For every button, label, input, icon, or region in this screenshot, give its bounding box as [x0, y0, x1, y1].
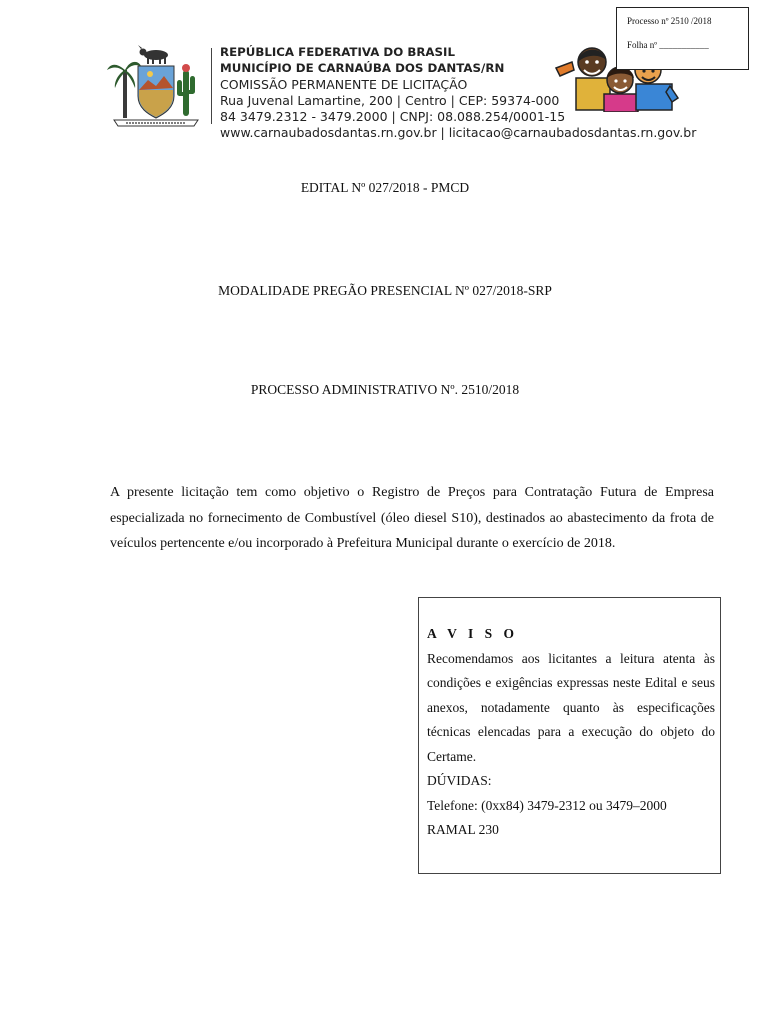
edital-title: EDITAL Nº 027/2018 - PMCD — [300, 180, 470, 195]
header-commission: COMISSÃO PERMANENTE DE LICITAÇÃO — [220, 76, 468, 92]
header-divider — [211, 48, 212, 124]
protocol-stamp — [616, 7, 749, 70]
header-web-email: www.carnaubadosdantas.rn.gov.br | licitacao@carnaubadosdantas.rn.gov.br — [220, 125, 697, 141]
stamp-process-number: Processo nº 2510 /2018 — [627, 16, 712, 26]
municipal-crest-logo — [106, 44, 206, 130]
notice-phone: Telefone: (0xx84) 3479-2312 ou 3479–2000 — [427, 797, 667, 813]
notice-text: Recomendamos aos licitantes a leitura atenta às condições e exigências expressas neste Edital e seus anexos, notadamente quanto às especificações técnicas elencadas para a execução do objeto do Certame. — [427, 650, 715, 764]
notice-box — [418, 597, 721, 874]
header-address: Rua Juvenal Lamartine, 200 | Centro | CEP: 59374-000 — [220, 92, 560, 108]
header-phone-cnpj: 84 3479.2312 - 3479.2000 | CNPJ: 08.088.254/0001-15 — [220, 109, 566, 125]
modalidade-title: MODALIDADE PREGÃO PRESENCIAL Nº 027/2018-SRP — [218, 283, 552, 298]
notice-extension: RAMAL 230 — [427, 822, 499, 837]
header-municipality: MUNICÍPIO DE CARNAÚBA DOS DANTAS/RN — [220, 61, 505, 76]
object-paragraph: A presente licitação tem como objetivo o Registro de Preços para Contratação Futura de Empresa especializada no fornecimento de Combustível (óleo diesel S10), destinados ao abastecimento da frota de veículos pertencente e/ou incorporado à Prefeitura Municipal durante o exercício de 2018. — [110, 485, 714, 552]
header-republic: REPÚBLICA FEDERATIVA DO BRASIL — [220, 45, 455, 59]
processo-title: PROCESSO ADMINISTRATIVO Nº. 2510/2018 — [250, 382, 520, 397]
stamp-folha: Folha nº ___________ — [627, 40, 709, 50]
notice-doubts-label: DÚVIDAS: — [427, 773, 492, 788]
notice-title: A V I S O — [427, 626, 519, 641]
